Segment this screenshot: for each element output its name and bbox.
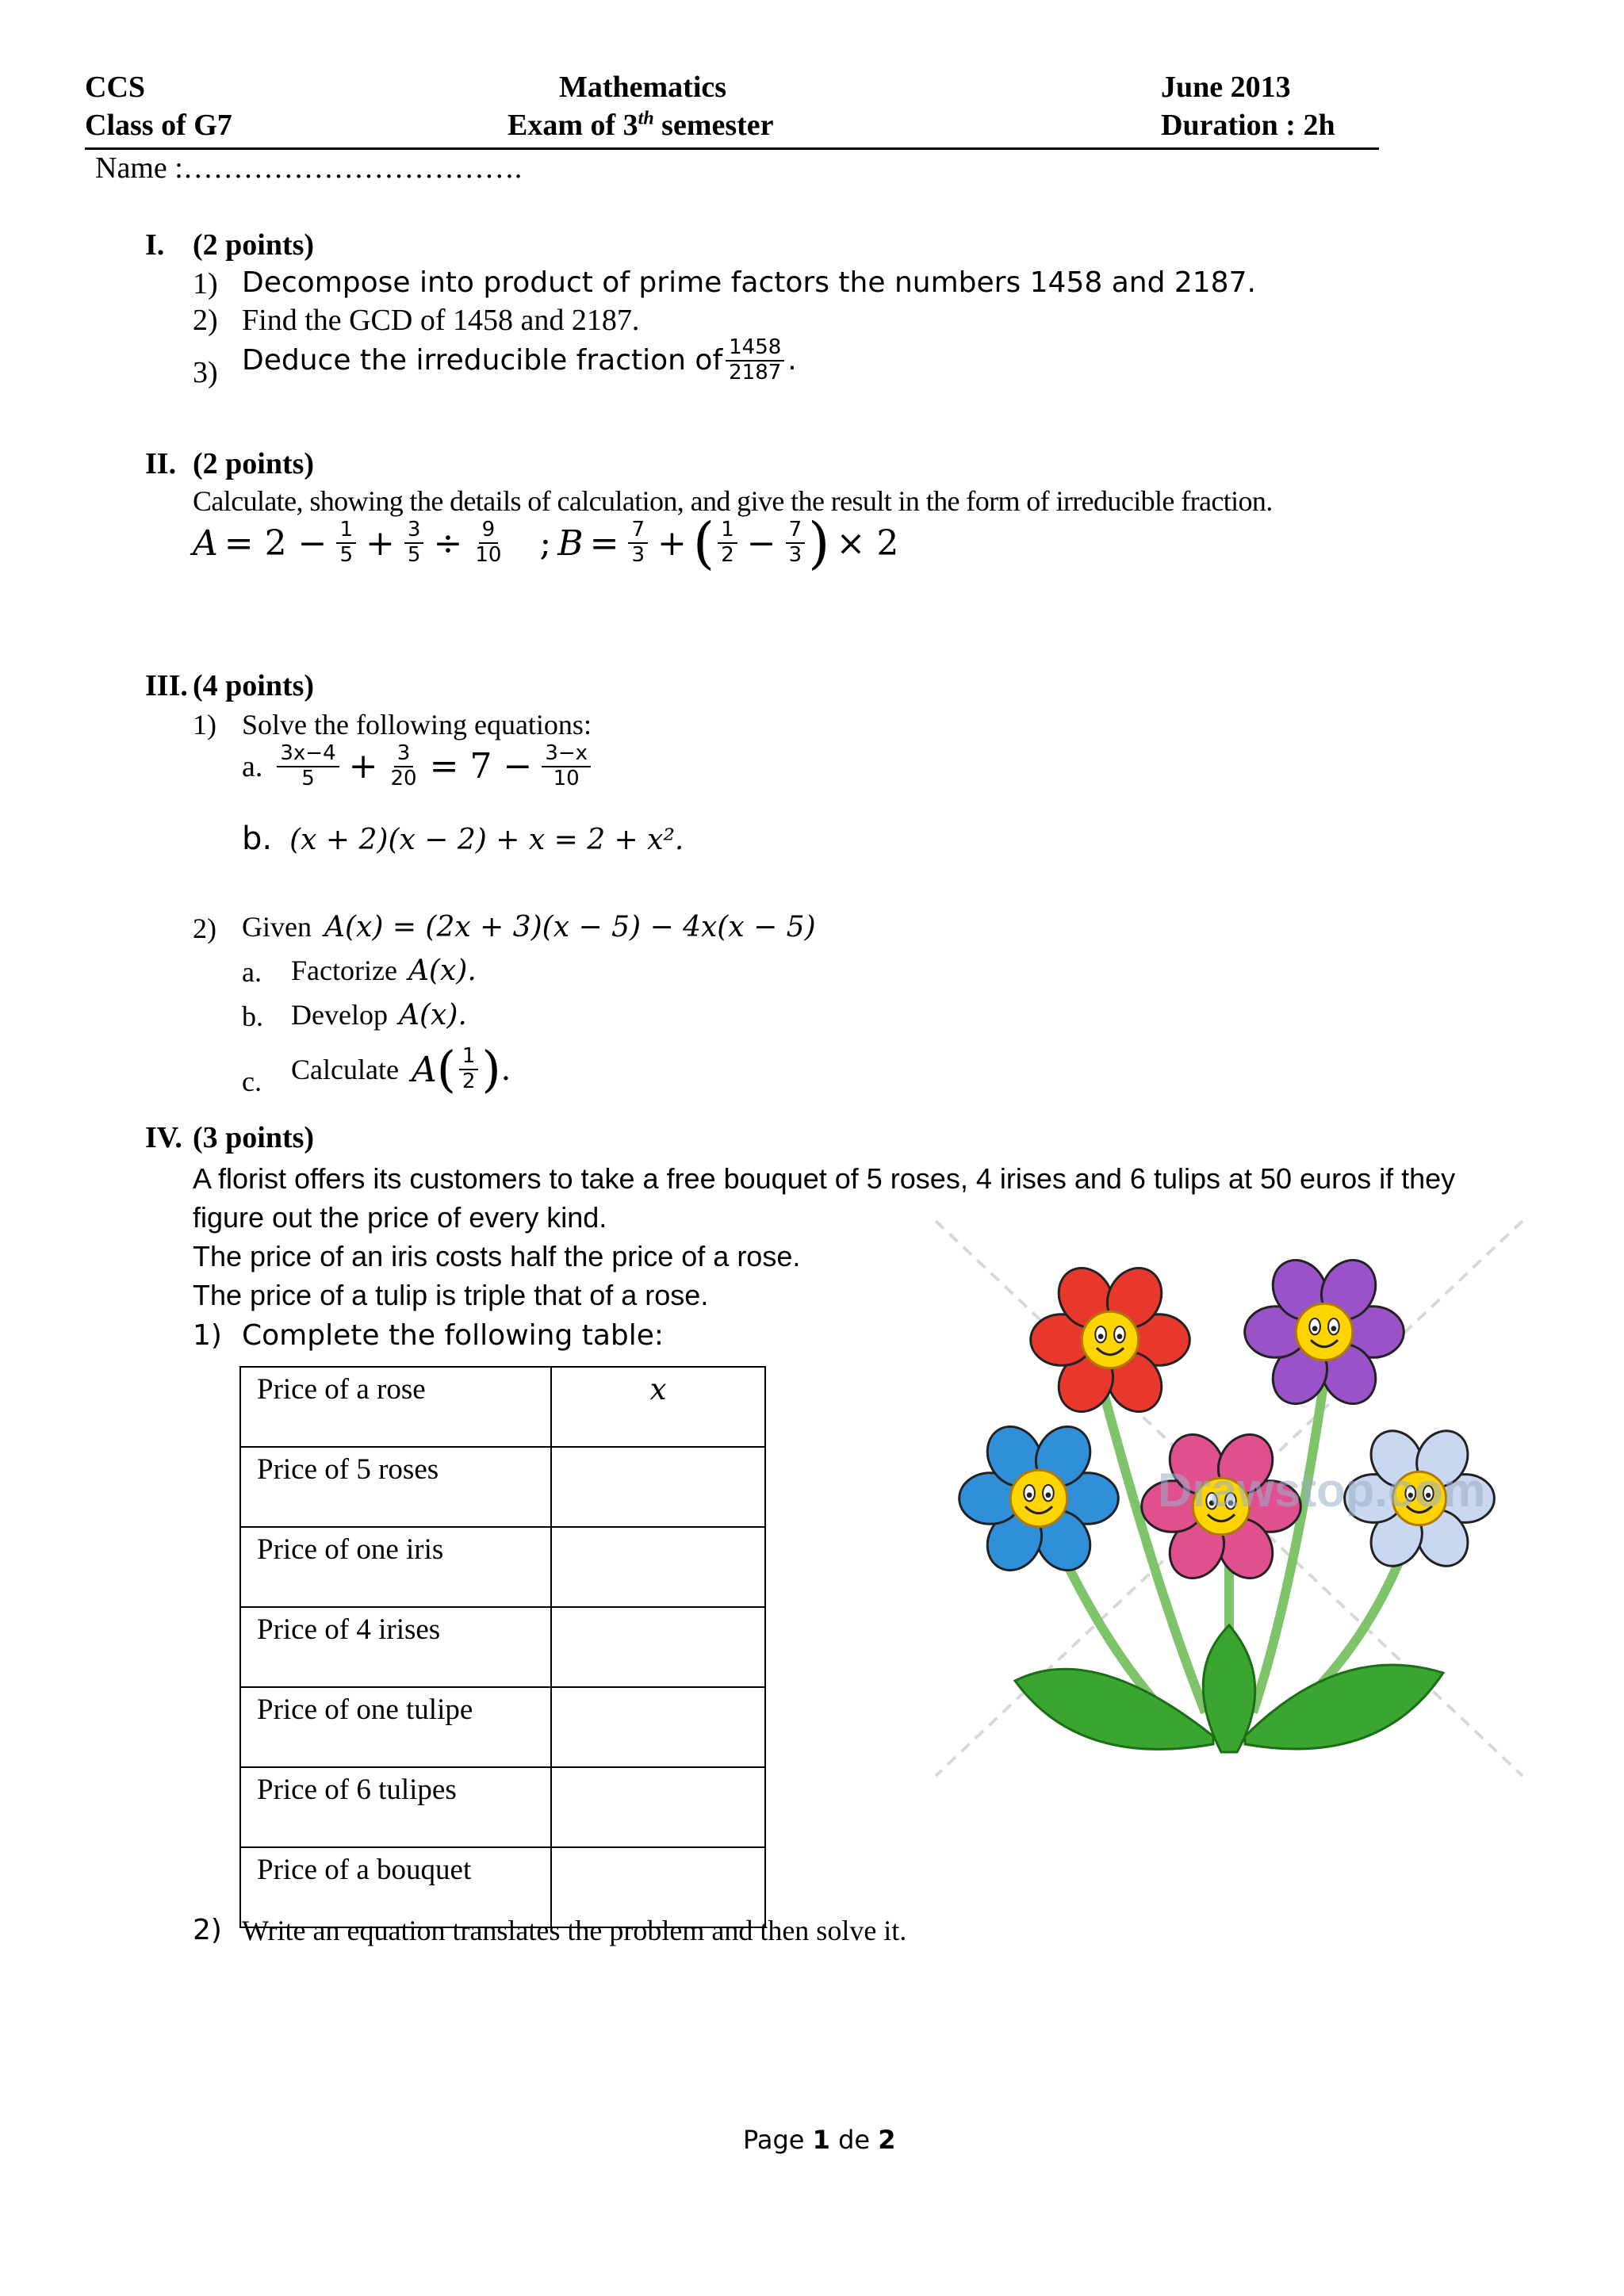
exam-prefix: Exam of 3 (508, 109, 638, 142)
table-row (240, 1367, 765, 1447)
table-label-cell: Price of one tulipe (240, 1687, 551, 1767)
red-flower-icon (1031, 1258, 1190, 1422)
expr-A-frac1 (336, 519, 356, 568)
ex3-q2c-label: c. (242, 1066, 262, 1097)
table-label-cell: Price of a bouquet (240, 1847, 551, 1927)
q2b-text: Develop (291, 999, 388, 1031)
fraction-denominator: 5 (301, 766, 315, 790)
fraction-denominator: 3 (788, 543, 802, 567)
ex3-q2-line (242, 910, 816, 943)
ex4-line1: A florist offers its customers to take a free bouquet of 5 roses, 4 irises and 6 tulips at 50 euros if they (193, 1162, 1456, 1195)
ex4-title: IV. (145, 1121, 182, 1154)
ex3-q2b-line (291, 998, 467, 1031)
ex4-q2-text: Write an equation translates the problem and then solve it. (242, 1915, 907, 1946)
ex4-line3: The price of an iris costs half the price of a rose. (193, 1240, 801, 1272)
ex3-eq-a (242, 742, 594, 791)
table-value-cell[interactable] (551, 1687, 765, 1767)
school-name: CCS (85, 71, 146, 104)
flower-face (1082, 1311, 1138, 1368)
fraction-numerator: 7 (786, 519, 806, 544)
table-label-cell: Price of 4 irises (240, 1607, 551, 1687)
fraction-numerator: 1458 (726, 336, 784, 362)
table-row (240, 1607, 765, 1687)
expr-B-tail: × 2 (836, 522, 899, 564)
ex1-q3-text: Deduce the irreducible fraction of (242, 344, 723, 377)
eq-a-frac1 (277, 742, 339, 791)
exam-sup: th (638, 108, 654, 129)
ex3-points: (4 points) (193, 669, 315, 702)
q2c-A: A (411, 1049, 437, 1090)
ex2-title: II. (145, 447, 177, 480)
eq-b-label: b. (242, 821, 273, 857)
ex1-title: I. (145, 228, 165, 262)
q2a-text: Factorize (291, 955, 397, 986)
page-number: 1 (812, 2125, 830, 2155)
fraction-numerator: 1 (336, 519, 356, 544)
ex1-q3-line (242, 336, 797, 385)
flower-bouquet-illustration (896, 1197, 1562, 1800)
right-paren: ) (808, 511, 830, 576)
flower-pupil (1027, 1492, 1032, 1498)
eq-b-expr: (x + 2)(x − 2) + x = 2 + x². (289, 824, 684, 856)
ex3-q2a-line (291, 954, 477, 987)
ex4-points: (3 points) (193, 1121, 315, 1154)
fraction-denominator: 2187 (729, 360, 782, 385)
fraction-denominator: 10 (553, 766, 580, 790)
expr-A-frac3 (472, 519, 504, 568)
eq-a-label: a. (242, 749, 263, 783)
q2-given: Given (242, 911, 312, 943)
right-paren: ) (481, 1040, 501, 1098)
table-value-cell[interactable] (551, 1527, 765, 1607)
flower-pupil (1046, 1492, 1051, 1498)
flower-face (1296, 1303, 1352, 1360)
fraction-numerator: 3−x (542, 742, 591, 767)
class-name: Class of G7 (85, 109, 232, 142)
ex1-q1-num: 1) (193, 267, 218, 300)
exam-suffix: semester (653, 109, 774, 142)
table-row (240, 1447, 765, 1527)
ex1-q1-text: Decompose into product of prime factors the numbers 1458 and 2187. (242, 266, 1256, 299)
expr-A-frac2 (404, 519, 424, 568)
ex3-q2c-line (291, 1040, 511, 1098)
ex4-q1-text: Complete the following table: (242, 1319, 665, 1352)
flower-pupil (1117, 1334, 1123, 1339)
flower-pupil (1098, 1334, 1104, 1339)
leaves (1015, 1625, 1443, 1752)
price-table (239, 1366, 766, 1928)
expr-B-op: + (657, 522, 687, 564)
expr-B-lhs: B (557, 522, 584, 564)
subject-title: Mathematics (559, 71, 727, 104)
flower-pupil (1312, 1326, 1318, 1331)
ex4-line2: figure out the price of every kind. (193, 1201, 607, 1234)
q2a-expr: A(x). (408, 955, 477, 987)
table-row (240, 1767, 765, 1847)
watermark-text: Drawstop.com (1158, 1464, 1486, 1517)
ex2-expressions (193, 511, 905, 576)
expr-B-frac2 (718, 519, 737, 568)
page-total: 2 (878, 2125, 896, 2155)
eq-a-frac3 (542, 742, 591, 791)
expr-B-minus: − (746, 522, 776, 564)
eq-a-frac2 (388, 742, 420, 791)
expr-A-eq: = 2 − (224, 522, 327, 564)
ex1-q2-text: Find the GCD of 1458 and 2187. (242, 304, 640, 337)
fraction-numerator: 7 (628, 519, 648, 544)
left-paren: ( (692, 511, 715, 576)
ex1-q3-num: 3) (193, 356, 218, 389)
fraction-numerator: 1 (459, 1045, 479, 1070)
table-value-cell[interactable] (551, 1607, 765, 1687)
table-label-cell: Price of 5 roses (240, 1447, 551, 1527)
ex4-line4: The price of a tulip is triple that of a rose. (193, 1279, 709, 1311)
fraction-denominator: 5 (407, 543, 421, 567)
ex1-q3-end: . (787, 344, 797, 377)
blue-flower-icon (959, 1417, 1119, 1580)
fraction-numerator: 3 (394, 742, 414, 767)
header-divider (85, 147, 1379, 150)
ex2-instruction: Calculate, showing the details of calculation, and give the result in the form of irreducible fraction. (193, 485, 1273, 517)
table-value-cell[interactable]: x (551, 1367, 765, 1447)
q2b-expr: A(x). (398, 999, 467, 1031)
flower-face (1010, 1470, 1067, 1526)
eq-a-plus: + (348, 746, 378, 787)
fraction-denominator: 3 (631, 543, 645, 567)
exam-title (508, 108, 774, 143)
fraction-denominator: 20 (390, 766, 417, 790)
q2c-frac (459, 1045, 479, 1094)
fraction-denominator: 2 (721, 543, 734, 567)
ex1-q3-fraction (726, 336, 784, 385)
fraction-denominator: 10 (475, 543, 502, 567)
ex1-points: (2 points) (193, 228, 315, 262)
ex2-points: (2 points) (193, 447, 315, 480)
fraction-numerator: 3x−4 (277, 742, 339, 767)
exam-duration: Duration : 2h (1161, 109, 1335, 142)
ex1-q2-num: 2) (193, 304, 218, 337)
expr-separator: ; (539, 522, 552, 564)
fraction-denominator: 5 (339, 543, 354, 567)
ex3-q2b-label: b. (242, 1001, 263, 1032)
ex4-q1-num: 1) (193, 1319, 222, 1352)
ex4-q2-num: 2) (193, 1914, 222, 1946)
expr-B-frac3 (786, 519, 806, 568)
table-label-cell: Price of 6 tulipes (240, 1767, 551, 1847)
table-value-cell[interactable] (551, 1447, 765, 1527)
ex3-q1-num: 1) (193, 709, 216, 740)
page-mid: de (829, 2125, 879, 2155)
q2c-end: . (500, 1051, 511, 1088)
eq-a-equals: = 7 − (429, 746, 533, 787)
fraction-denominator: 2 (462, 1070, 476, 1093)
fraction-numerator: 9 (479, 519, 499, 544)
table-label-cell: Price of a rose (240, 1367, 551, 1447)
name-field[interactable]: Name :……………………………. (95, 151, 523, 185)
table-row (240, 1527, 765, 1607)
page-prefix: Page (743, 2125, 813, 2155)
exam-date: June 2013 (1161, 71, 1291, 104)
left-paren: ( (436, 1040, 456, 1098)
expr-A-op2: + (366, 522, 395, 564)
table-row (240, 1687, 765, 1767)
table-label-cell: Price of one iris (240, 1527, 551, 1607)
q2c-text: Calculate (291, 1054, 399, 1085)
ex3-eq-b (242, 821, 684, 857)
ex3-q2-num: 2) (193, 913, 216, 944)
ex3-q1-text: Solve the following equations: (242, 709, 592, 740)
expr-A-op3: ÷ (433, 522, 463, 564)
expr-B-frac1 (628, 519, 648, 568)
expr-A-lhs: A (193, 522, 218, 564)
flower-pupil (1331, 1326, 1337, 1331)
q2-expr: A(x) = (2x + 3)(x − 5) − 4x(x − 5) (324, 911, 816, 943)
expr-B-eq: = (589, 522, 619, 564)
ex3-title: III. (145, 669, 188, 702)
fraction-numerator: 1 (718, 519, 737, 544)
fraction-numerator: 3 (404, 519, 424, 544)
table-value-cell[interactable] (551, 1767, 765, 1847)
ex3-q2a-label: a. (242, 956, 262, 988)
page-footer (743, 2125, 896, 2155)
